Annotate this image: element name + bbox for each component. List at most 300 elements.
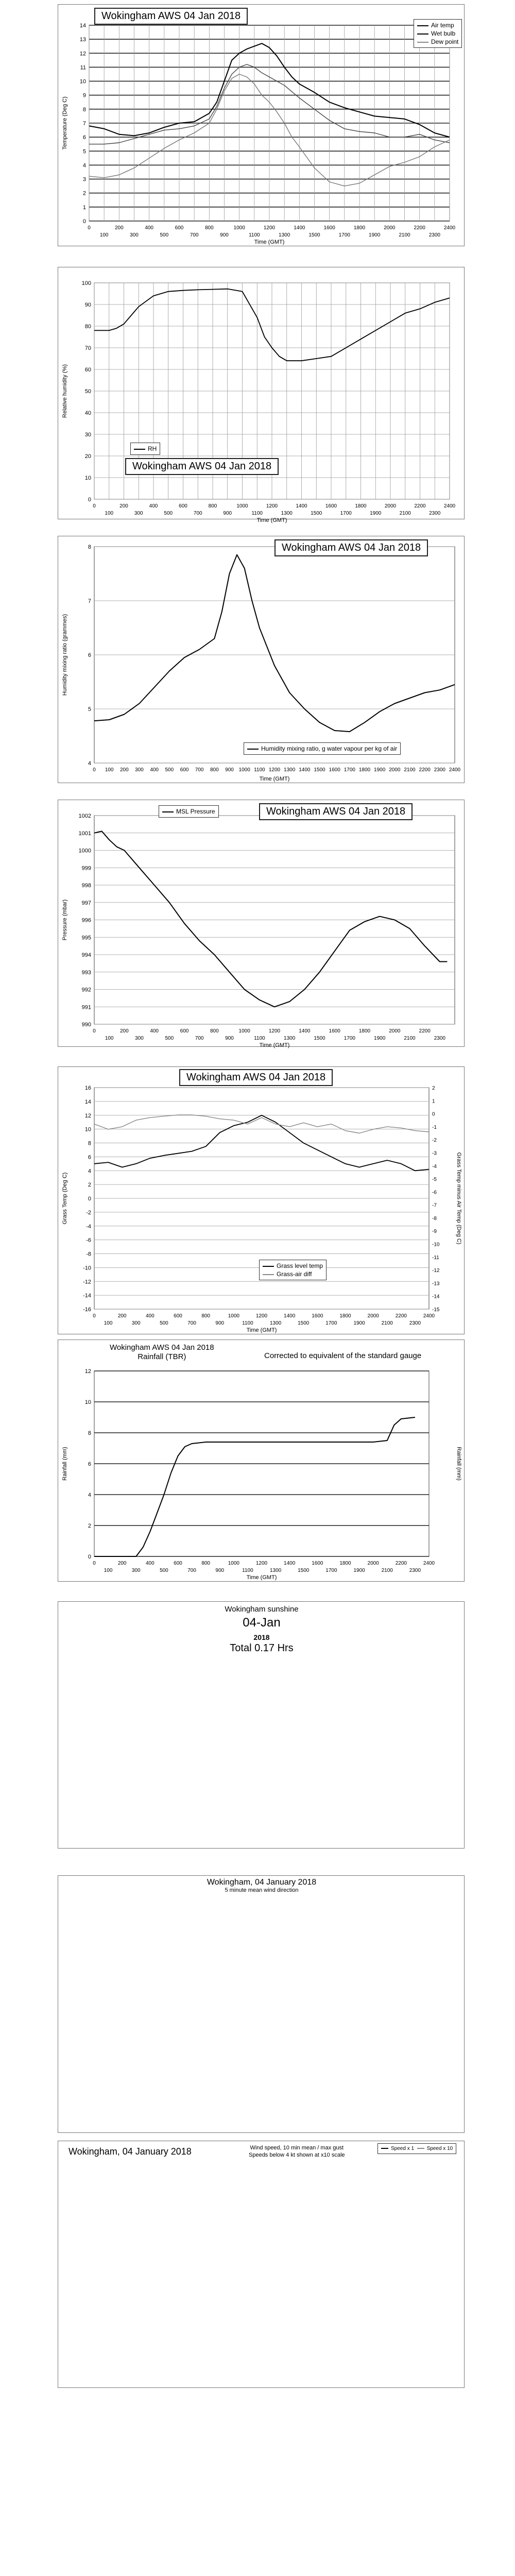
y2-tick-label: -13: [432, 1281, 440, 1287]
x-tick-label: 1000: [238, 1028, 250, 1034]
chart-legend: [159, 805, 219, 818]
y-tick-label: -2: [86, 1209, 91, 1216]
y2-tick-label: -6: [432, 1190, 437, 1196]
x-tick-label: 2100: [399, 511, 411, 516]
x-tick-label: 1300: [281, 511, 293, 516]
chart-title: Wokingham AWS 04 Jan 2018: [179, 1069, 333, 1086]
chart-legend: [414, 19, 462, 48]
x-tick-label: 1500: [308, 232, 320, 238]
x-tick-label: 0: [93, 767, 96, 773]
x-tick-label: 2400: [423, 1561, 435, 1566]
x-tick-label: 100: [104, 1320, 113, 1326]
x-tick-label: 1800: [355, 503, 367, 509]
x-tick-label: 200: [117, 1561, 127, 1566]
x-tick-label: 1700: [340, 511, 352, 516]
x-tick-label: 2000: [389, 767, 401, 773]
x-tick-label: 1500: [311, 511, 322, 516]
panel-pressure: [58, 800, 465, 1047]
panel-wind-direction: [58, 1875, 465, 2133]
y-tick-label: 3: [82, 176, 86, 183]
y-tick-label: 7: [88, 598, 91, 604]
x-tick-label: 500: [164, 511, 173, 516]
y-tick-label: 6: [88, 1461, 91, 1467]
x-tick-label: 1900: [353, 1320, 365, 1326]
y2-tick-label: -8: [432, 1215, 437, 1222]
y-tick-label: 4: [88, 1168, 91, 1175]
chart-annotation: Corrected to equivalent of the standard gauge: [264, 1351, 422, 1360]
x-tick-label: 800: [210, 767, 219, 773]
x-tick-label: 1900: [374, 1036, 386, 1041]
chart-subtitle: Rainfall (TBR): [138, 1352, 186, 1361]
y-tick-label: 992: [81, 987, 91, 993]
legend-item: RH: [134, 445, 157, 453]
grass-temperature-chart: [58, 1067, 465, 1335]
x-tick-label: 2000: [384, 503, 397, 509]
chart-year: 2018: [253, 1633, 270, 1641]
x-tick-label: 2200: [395, 1561, 407, 1566]
x-tick-label: 1600: [329, 767, 340, 773]
y-tick-label: 998: [81, 883, 91, 889]
y-tick-label: -10: [83, 1265, 91, 1272]
chart-title-block: [58, 1878, 465, 1893]
x-tick-label: 300: [135, 1036, 144, 1041]
y-tick-label: 996: [81, 917, 91, 924]
y-tick-label: 0: [88, 1196, 91, 1202]
x-tick-label: 1200: [263, 225, 276, 231]
x-tick-label: 900: [220, 232, 229, 238]
x-tick-label: 1600: [312, 1313, 323, 1319]
y2-tick-label: -14: [432, 1294, 440, 1300]
x-tick-label: 2000: [384, 225, 396, 231]
x-tick-label: 1300: [269, 1568, 282, 1573]
y2-tick-label: -15: [432, 1307, 440, 1313]
y-tick-label: -14: [83, 1293, 91, 1299]
x-tick-label: 1200: [255, 1561, 268, 1566]
panel-grass-temperature: [58, 1066, 465, 1334]
y-tick-label: 4: [88, 1492, 91, 1498]
chart-title: Wokingham AWS 04 Jan 2018: [110, 1343, 214, 1352]
x-tick-label: 0: [88, 225, 91, 231]
x-tick-label: 300: [134, 511, 143, 516]
y-tick-label: 994: [81, 952, 91, 958]
panel-humidity: [58, 267, 465, 523]
x-tick-label: 0: [93, 1028, 96, 1034]
x-tick-label: 2300: [428, 232, 440, 238]
x-tick-label: 600: [174, 1313, 182, 1319]
pressure-chart: [58, 800, 465, 1047]
x-tick-label: 400: [145, 1561, 154, 1566]
x-tick-label: 100: [105, 767, 114, 773]
x-tick-label: 1400: [299, 1028, 311, 1034]
x-tick-label: 1600: [323, 225, 335, 231]
y-tick-label: 10: [79, 78, 86, 85]
x-tick-label: 800: [210, 1028, 219, 1034]
sunshine-header: [58, 1605, 465, 1654]
x-axis-label: Time (GMT): [256, 517, 287, 523]
x-tick-label: 1600: [325, 503, 337, 509]
x-tick-label: 700: [190, 232, 199, 238]
x-tick-label: 900: [215, 1568, 225, 1573]
x-tick-label: 500: [160, 1568, 168, 1573]
y2-tick-label: -10: [432, 1242, 440, 1248]
x-tick-label: 900: [223, 511, 232, 516]
x-tick-label: 300: [130, 232, 139, 238]
chart-title: Wokingham, 04 January 2018: [68, 2146, 192, 2157]
y2-axis-label: Grass Temp minus Air Temp (Deg C): [456, 1152, 462, 1245]
x-axis-label: Time (GMT): [254, 239, 285, 245]
y-tick-label: 8: [88, 1430, 91, 1436]
x-tick-label: 2300: [434, 1036, 445, 1041]
x-tick-label: 500: [160, 1320, 168, 1326]
x-tick-label: 1200: [255, 1313, 268, 1319]
y-axis-label: Relative humidity (%): [62, 364, 68, 418]
x-tick-label: 300: [131, 1568, 141, 1573]
legend-swatch: [263, 1274, 274, 1275]
x-tick-label: 800: [201, 1561, 211, 1566]
y-tick-label: -12: [83, 1279, 91, 1285]
y-tick-label: 991: [81, 1004, 91, 1011]
wind-speed-chart: [58, 2141, 465, 2388]
x-tick-label: 1100: [254, 767, 265, 773]
x-tick-label: 1400: [296, 503, 307, 509]
x-tick-label: 200: [117, 1313, 127, 1319]
x-tick-label: 1800: [353, 225, 366, 231]
y-tick-label: 10: [84, 475, 91, 481]
panel-mixing-ratio: [58, 536, 465, 783]
y-tick-label: 0: [88, 1554, 91, 1560]
x-tick-label: 1900: [374, 767, 386, 773]
y-axis-label: Temperature (Deg C): [62, 96, 68, 150]
x-tick-label: 2100: [399, 232, 410, 238]
wind-direction-chart: [58, 1876, 465, 2133]
y-tick-label: 2: [88, 1182, 91, 1189]
y-tick-label: -4: [86, 1223, 91, 1230]
y-tick-label: 6: [88, 652, 91, 658]
x-tick-label: 1100: [242, 1320, 253, 1326]
panel-wind-speed: [58, 2141, 465, 2388]
x-tick-label: 2000: [367, 1561, 379, 1566]
x-tick-label: 700: [187, 1568, 196, 1573]
x-tick-label: 100: [104, 1568, 113, 1573]
y-tick-label: 6: [82, 134, 86, 141]
x-tick-label: 2100: [404, 1036, 416, 1041]
x-tick-label: 2400: [423, 1313, 435, 1319]
y-tick-label: 6: [88, 1154, 91, 1161]
x-tick-label: 100: [105, 511, 114, 516]
y2-axis-label: Rainfall (mm): [456, 1447, 462, 1481]
x-tick-label: 2100: [404, 767, 416, 773]
x-tick-label: 1500: [314, 1036, 325, 1041]
x-tick-label: 500: [165, 767, 174, 773]
y2-tick-label: 2: [432, 1086, 435, 1091]
y-tick-label: 1000: [78, 848, 91, 854]
x-tick-label: 1300: [284, 767, 296, 773]
legend-swatch: [417, 25, 428, 26]
x-tick-label: 700: [187, 1320, 196, 1326]
x-tick-label: 2300: [429, 511, 441, 516]
y2-tick-label: 0: [432, 1111, 435, 1117]
y-tick-label: 11: [80, 64, 86, 71]
x-tick-label: 200: [119, 1028, 129, 1034]
y-tick-label: 993: [81, 969, 91, 976]
y-tick-label: 12: [84, 1368, 91, 1375]
x-tick-label: 1900: [353, 1568, 365, 1573]
y-tick-label: 2: [82, 190, 86, 197]
y2-tick-label: -1: [432, 1124, 437, 1130]
x-tick-label: 1700: [325, 1568, 337, 1573]
x-tick-label: 1800: [358, 767, 371, 773]
legend-item: Speed x 1: [381, 2146, 414, 2151]
y-tick-label: 20: [84, 453, 91, 460]
temperature-chart: [58, 5, 465, 247]
x-tick-label: 1000: [228, 1313, 239, 1319]
x-tick-label: 2400: [443, 503, 456, 509]
x-tick-label: 1600: [312, 1561, 323, 1566]
x-tick-label: 1000: [236, 503, 248, 509]
y-axis-label: Rainfall (mm): [62, 1447, 68, 1481]
y-tick-label: 8: [88, 1140, 91, 1147]
y-tick-label: -16: [83, 1307, 91, 1313]
y-tick-label: 10: [84, 1399, 91, 1405]
chart-note: Speeds below 4 kt shown at x10 scale: [249, 2152, 345, 2158]
x-tick-label: 1800: [358, 1028, 371, 1034]
y-tick-label: 0: [82, 218, 86, 225]
x-tick-label: 1400: [284, 1561, 296, 1566]
x-tick-label: 800: [208, 503, 217, 509]
x-tick-label: 800: [204, 225, 214, 231]
y-tick-label: 50: [84, 388, 91, 395]
chart-title: Wokingham, 04 January 2018: [207, 1878, 317, 1887]
x-axis-label: Time (GMT): [259, 776, 290, 782]
chart-subtitle-block: [249, 2144, 345, 2159]
y2-tick-label: 1: [432, 1098, 435, 1105]
x-tick-label: 1400: [284, 1313, 296, 1319]
x-tick-label: 1200: [268, 1028, 281, 1034]
legend-swatch: [263, 1266, 274, 1267]
legend-item: Air temp: [417, 21, 458, 29]
x-tick-label: 400: [145, 1313, 154, 1319]
x-tick-label: 400: [149, 503, 158, 509]
y-tick-label: 8: [88, 544, 91, 550]
y-tick-label: 80: [84, 324, 91, 330]
chart-subtitle: Wind speed, 10 min mean / max gust: [250, 2145, 344, 2151]
y-tick-label: 16: [84, 1085, 91, 1091]
x-tick-label: 1900: [370, 511, 382, 516]
x-tick-label: 0: [93, 1561, 96, 1566]
legend-swatch: [417, 33, 428, 35]
x-tick-label: 1200: [266, 503, 278, 509]
x-tick-label: 600: [179, 503, 187, 509]
y2-tick-label: -7: [432, 1202, 437, 1209]
x-tick-label: 300: [135, 767, 144, 773]
chart-legend: [130, 443, 160, 455]
y-tick-label: 0: [88, 497, 91, 503]
x-tick-label: 400: [150, 767, 159, 773]
x-tick-label: 1600: [329, 1028, 340, 1034]
y-tick-label: 10: [84, 1126, 91, 1133]
legend-swatch: [381, 2148, 388, 2149]
x-tick-label: 600: [174, 1561, 182, 1566]
y-axis-label: Grass Temp (Deg C): [62, 1172, 68, 1225]
y-tick-label: 995: [81, 935, 91, 941]
x-tick-label: 100: [105, 1036, 114, 1041]
y-tick-label: 12: [79, 50, 86, 57]
x-tick-label: 200: [119, 767, 129, 773]
x-tick-label: 1300: [284, 1036, 296, 1041]
y-tick-label: 4: [88, 760, 91, 767]
x-tick-label: 0: [93, 503, 96, 509]
x-tick-label: 1000: [228, 1561, 239, 1566]
legend-item: Humidity mixing ratio, g water vapour per kg of air: [247, 744, 397, 753]
y-tick-label: 14: [84, 1098, 91, 1105]
x-tick-label: 2200: [414, 503, 426, 509]
x-tick-label: 900: [225, 767, 234, 773]
x-tick-label: 1200: [268, 767, 281, 773]
x-tick-label: 600: [180, 767, 189, 773]
y2-tick-label: -5: [432, 1177, 437, 1183]
x-axis-label: Time (GMT): [246, 1327, 277, 1333]
x-tick-label: 2100: [381, 1320, 393, 1326]
x-tick-label: 400: [150, 1028, 159, 1034]
x-tick-label: 900: [225, 1036, 234, 1041]
x-tick-label: 300: [131, 1320, 141, 1326]
x-tick-label: 1400: [294, 225, 305, 231]
x-tick-label: 2300: [409, 1568, 421, 1573]
x-tick-label: 1300: [269, 1320, 282, 1326]
legend-item: Dew point: [417, 38, 458, 46]
chart-title-block: [110, 1343, 214, 1362]
x-tick-label: 1500: [298, 1568, 310, 1573]
y-axis-label: Humidity mixing ratio (grammes): [62, 614, 68, 696]
x-tick-label: 1300: [279, 232, 290, 238]
legend-swatch: [417, 2148, 424, 2149]
y-tick-label: 5: [82, 148, 86, 155]
legend-item: Speed x 10: [417, 2146, 453, 2151]
x-tick-label: 0: [93, 1313, 96, 1319]
x-tick-label: 2200: [419, 1028, 431, 1034]
y-tick-label: 7: [82, 121, 86, 127]
y2-tick-label: -11: [432, 1255, 439, 1261]
y-tick-label: 990: [81, 1022, 91, 1028]
x-axis-label: Time (GMT): [246, 1574, 277, 1581]
x-tick-label: 700: [195, 767, 204, 773]
y-tick-label: 100: [81, 280, 91, 286]
legend-item: MSL Pressure: [162, 807, 215, 816]
y-tick-label: -8: [86, 1251, 91, 1258]
y-tick-label: -6: [86, 1237, 91, 1244]
panel-sunshine: [58, 1601, 465, 1849]
legend-item: Grass level temp: [263, 1262, 323, 1270]
x-tick-label: 1100: [242, 1568, 253, 1573]
y-tick-label: 1001: [78, 830, 91, 837]
chart-title: Wokingham AWS 04 Jan 2018: [259, 803, 413, 820]
chart-legend: [377, 2143, 456, 2154]
y-tick-label: 4: [82, 162, 86, 169]
x-tick-label: 1700: [344, 767, 355, 773]
y-tick-label: 40: [84, 410, 91, 416]
chart-title: Wokingham sunshine: [225, 1605, 299, 1614]
x-tick-label: 2200: [395, 1313, 407, 1319]
humidity-chart: [58, 267, 465, 523]
x-tick-label: 2000: [389, 1028, 401, 1034]
y-tick-label: 70: [84, 345, 91, 351]
chart-date: 04-Jan: [243, 1616, 281, 1630]
x-tick-label: 600: [180, 1028, 189, 1034]
x-tick-label: 2200: [414, 225, 425, 231]
x-tick-label: 1700: [325, 1320, 337, 1326]
y-tick-label: 90: [84, 302, 91, 308]
x-tick-label: 2400: [443, 225, 456, 231]
y-tick-label: 1002: [78, 813, 91, 819]
x-tick-label: 1800: [339, 1561, 351, 1566]
legend-item: Wet bulb: [417, 29, 458, 38]
chart-legend: [244, 742, 401, 755]
rainfall-chart: [58, 1340, 465, 1582]
x-tick-label: 700: [193, 511, 202, 516]
y2-tick-label: -4: [432, 1163, 437, 1170]
legend-swatch: [247, 749, 259, 750]
x-tick-label: 700: [195, 1036, 204, 1041]
y2-tick-label: -12: [432, 1268, 440, 1274]
x-tick-label: 800: [201, 1313, 211, 1319]
x-tick-label: 1800: [339, 1313, 351, 1319]
x-tick-label: 1100: [249, 232, 260, 238]
x-tick-label: 900: [215, 1320, 225, 1326]
legend-swatch: [134, 449, 145, 450]
y-axis-label: Pressure (mbar): [62, 899, 68, 941]
x-tick-label: 2300: [409, 1320, 421, 1326]
x-tick-label: 2300: [434, 767, 445, 773]
y-tick-label: 997: [81, 900, 91, 906]
y2-tick-label: -3: [432, 1150, 437, 1157]
chart-title: Wokingham AWS 04 Jan 2018: [125, 458, 279, 475]
y-tick-label: 9: [82, 92, 86, 99]
chart-total: Total 0.17 Hrs: [230, 1642, 294, 1654]
x-tick-label: 200: [114, 225, 124, 231]
x-tick-label: 2200: [419, 767, 431, 773]
y-tick-label: 8: [82, 106, 86, 113]
legend-item: Grass-air diff: [263, 1270, 323, 1278]
panel-rainfall: [58, 1340, 465, 1582]
y2-tick-label: -9: [432, 1229, 437, 1235]
y-tick-label: 999: [81, 865, 91, 872]
x-tick-label: 1700: [344, 1036, 355, 1041]
y-tick-label: 13: [79, 37, 86, 43]
legend-swatch: [417, 42, 428, 43]
y-tick-label: 2: [88, 1523, 91, 1529]
x-tick-label: 600: [175, 225, 184, 231]
x-axis-label: Time (GMT): [259, 1042, 290, 1048]
chart-subtitle: 5 minute mean wind direction: [225, 1887, 299, 1893]
y-tick-label: 12: [84, 1112, 91, 1119]
y-tick-label: 60: [84, 367, 91, 373]
panel-temperature: [58, 4, 465, 246]
x-tick-label: 1400: [299, 767, 311, 773]
x-tick-label: 2100: [381, 1568, 393, 1573]
chart-title: Wokingham AWS 04 Jan 2018: [94, 8, 248, 25]
x-tick-label: 100: [99, 232, 109, 238]
y-tick-label: 14: [79, 23, 86, 29]
x-tick-label: 1900: [369, 232, 381, 238]
x-tick-label: 200: [119, 503, 128, 509]
x-tick-label: 2400: [449, 767, 461, 773]
x-tick-label: 2000: [367, 1313, 379, 1319]
x-tick-label: 400: [145, 225, 154, 231]
x-tick-label: 1100: [251, 511, 263, 516]
x-tick-label: 1500: [314, 767, 325, 773]
chart-title: Wokingham AWS 04 Jan 2018: [274, 539, 428, 556]
chart-legend: [259, 1260, 327, 1280]
